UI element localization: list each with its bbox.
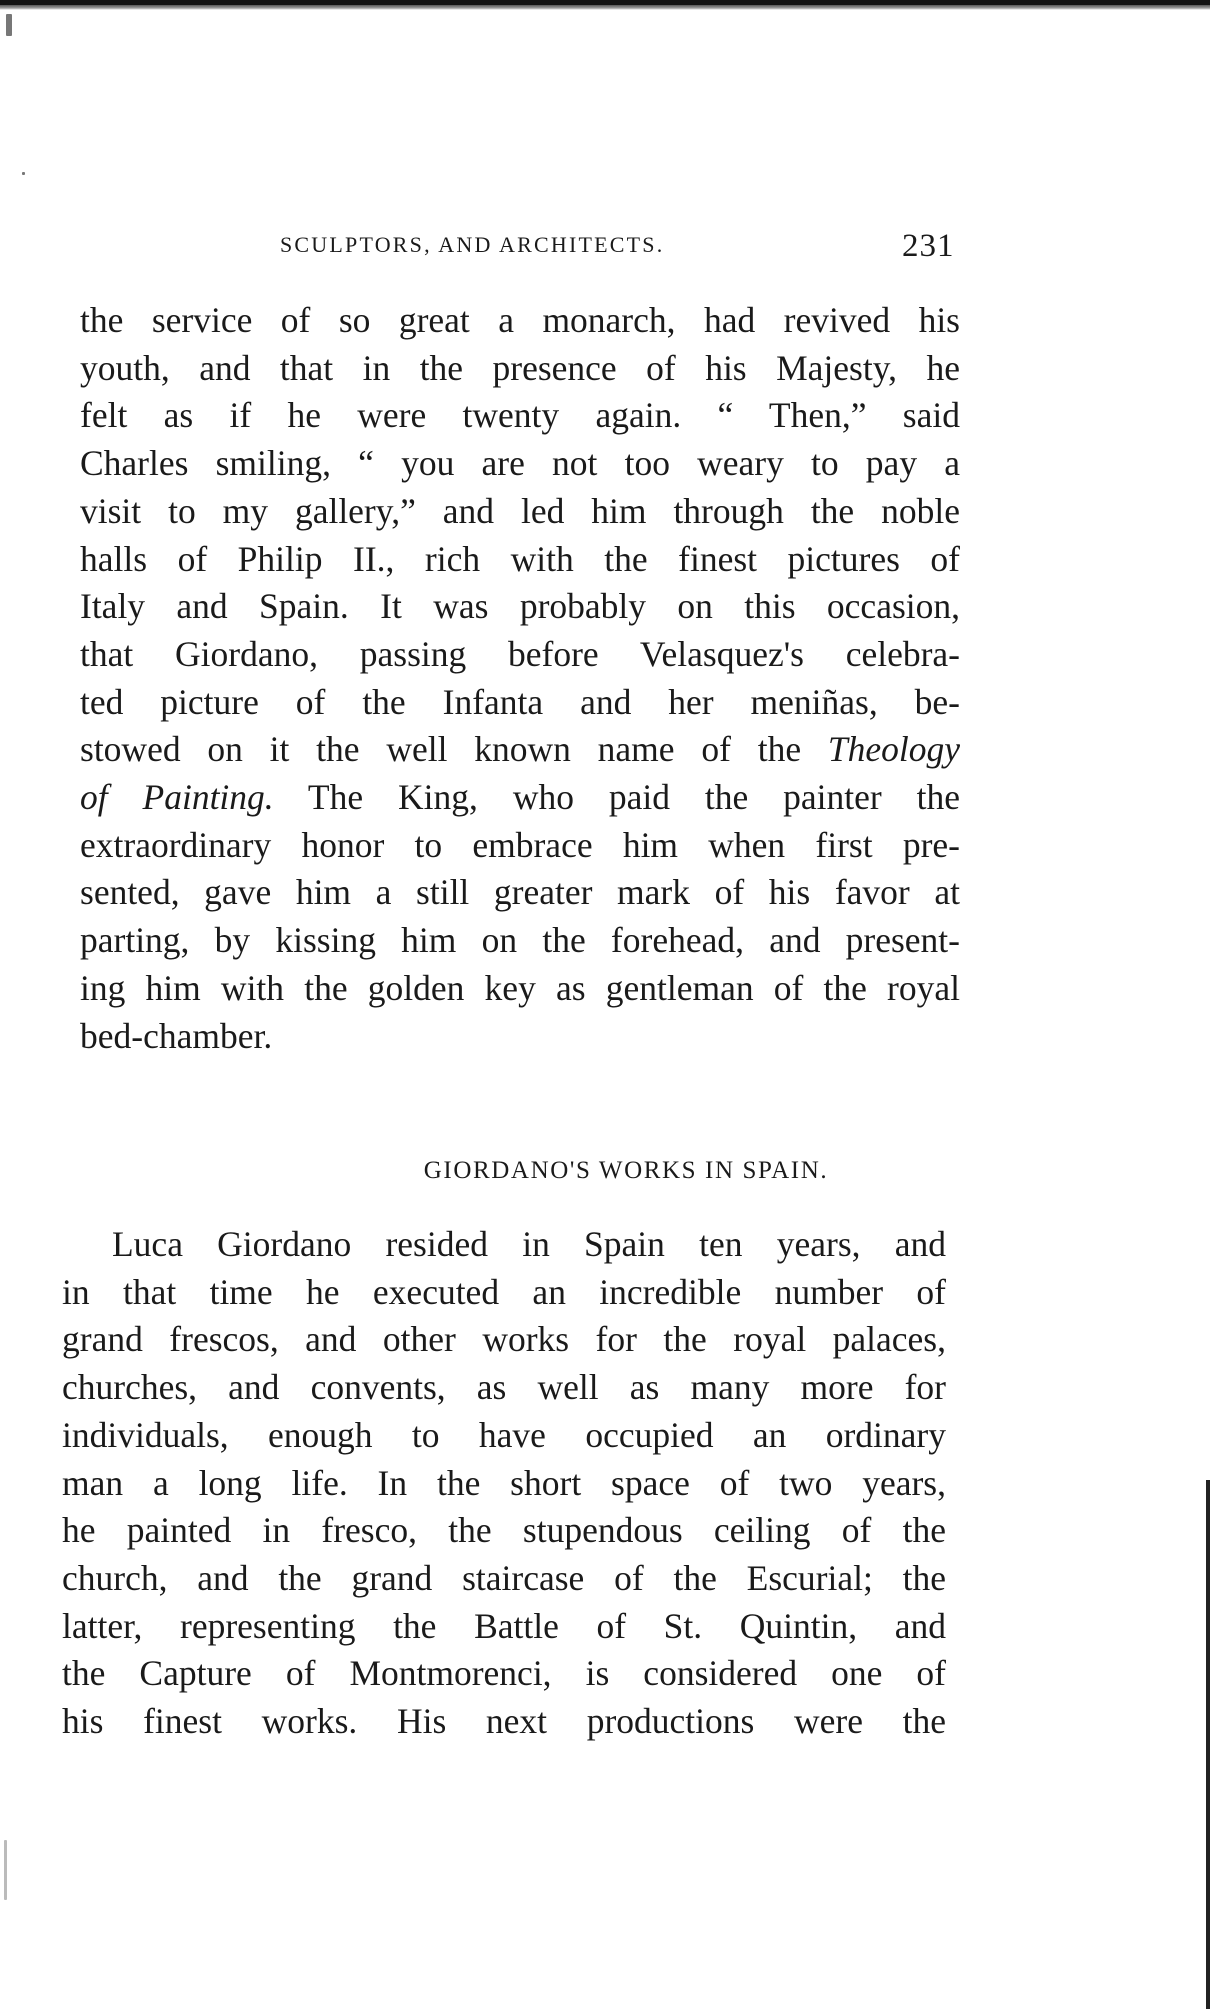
text-line: felt as if he were twenty again. “ Then,” said — [80, 395, 960, 436]
text-line: parting, by kissing him on the forehead, and present- — [80, 920, 960, 961]
running-head — [0, 228, 1210, 268]
paragraph-giordano-works — [62, 1221, 946, 1746]
italic-title: of Painting. — [80, 777, 274, 818]
paragraph-continuation — [80, 297, 960, 1060]
italic-title: Theology — [827, 729, 960, 770]
section-heading-text: GIORDANO'S WORKS IN SPAIN. — [423, 1157, 829, 1184]
text-line: that Giordano, passing before Velasquez's celebra- — [80, 633, 960, 674]
text-line: his finest works. His next productions were the — [62, 1701, 946, 1742]
text-line: in that time he executed an incredible number of — [62, 1271, 946, 1312]
text-line: he painted in fresco, the stupendous ceiling of the — [62, 1510, 946, 1551]
text-line: individuals, enough to have occupied an ordinary — [62, 1414, 946, 1455]
margin-speck — [22, 172, 25, 175]
margin-speck — [4, 1840, 7, 1900]
text-line: sented, gave him a still greater mark of his favor at — [80, 872, 960, 913]
text-line: the Capture of Montmorenci, is considered one of — [62, 1653, 946, 1694]
text-line: the service of so great a monarch, had revived his — [80, 300, 960, 340]
text-line: Italy and Spain. It was probably on this occasion, — [80, 586, 960, 627]
text-line: Charles smiling, “ you are not too weary to pay a — [80, 443, 960, 484]
page-top-edge — [0, 0, 1210, 10]
text-line: Luca Giordano resided in Spain ten years, and — [112, 1224, 946, 1264]
text-line: latter, representing the Battle of St. Quintin, and — [62, 1605, 946, 1646]
text-line: church, and the grand staircase of the Escurial; the — [62, 1557, 946, 1598]
text-line: youth, and that in the presence of his Majesty, he — [80, 347, 960, 388]
page-number: 231 — [902, 228, 955, 264]
page-right-edge — [1206, 1480, 1210, 2009]
text-line — [80, 726, 960, 774]
text-line: bed-chamber. — [80, 1015, 273, 1056]
text-run: The King, who paid the painter the — [273, 777, 960, 818]
section-heading — [0, 1157, 1210, 1185]
text-line: extraordinary honor to embrace him when first pre- — [80, 824, 960, 865]
text-line — [80, 774, 960, 822]
text-line: man a long life. In the short space of two years, — [62, 1462, 946, 1503]
text-line: halls of Philip II., rich with the finest pictures of — [80, 538, 960, 579]
text-line: churches, and convents, as well as many more for — [62, 1367, 946, 1408]
text-line: visit to my gallery,” and led him through the noble — [80, 490, 960, 531]
text-line: ted picture of the Infanta and her meniñas, be- — [80, 681, 960, 722]
text-run: stowed on it the well known name of the — [80, 729, 802, 770]
text-line: ing him with the golden key as gentleman of the royal — [80, 967, 960, 1008]
running-title: SCULPTORS, AND ARCHITECTS. — [280, 232, 665, 257]
margin-speck — [6, 14, 12, 36]
text-line: grand frescos, and other works for the royal palaces, — [62, 1319, 946, 1360]
